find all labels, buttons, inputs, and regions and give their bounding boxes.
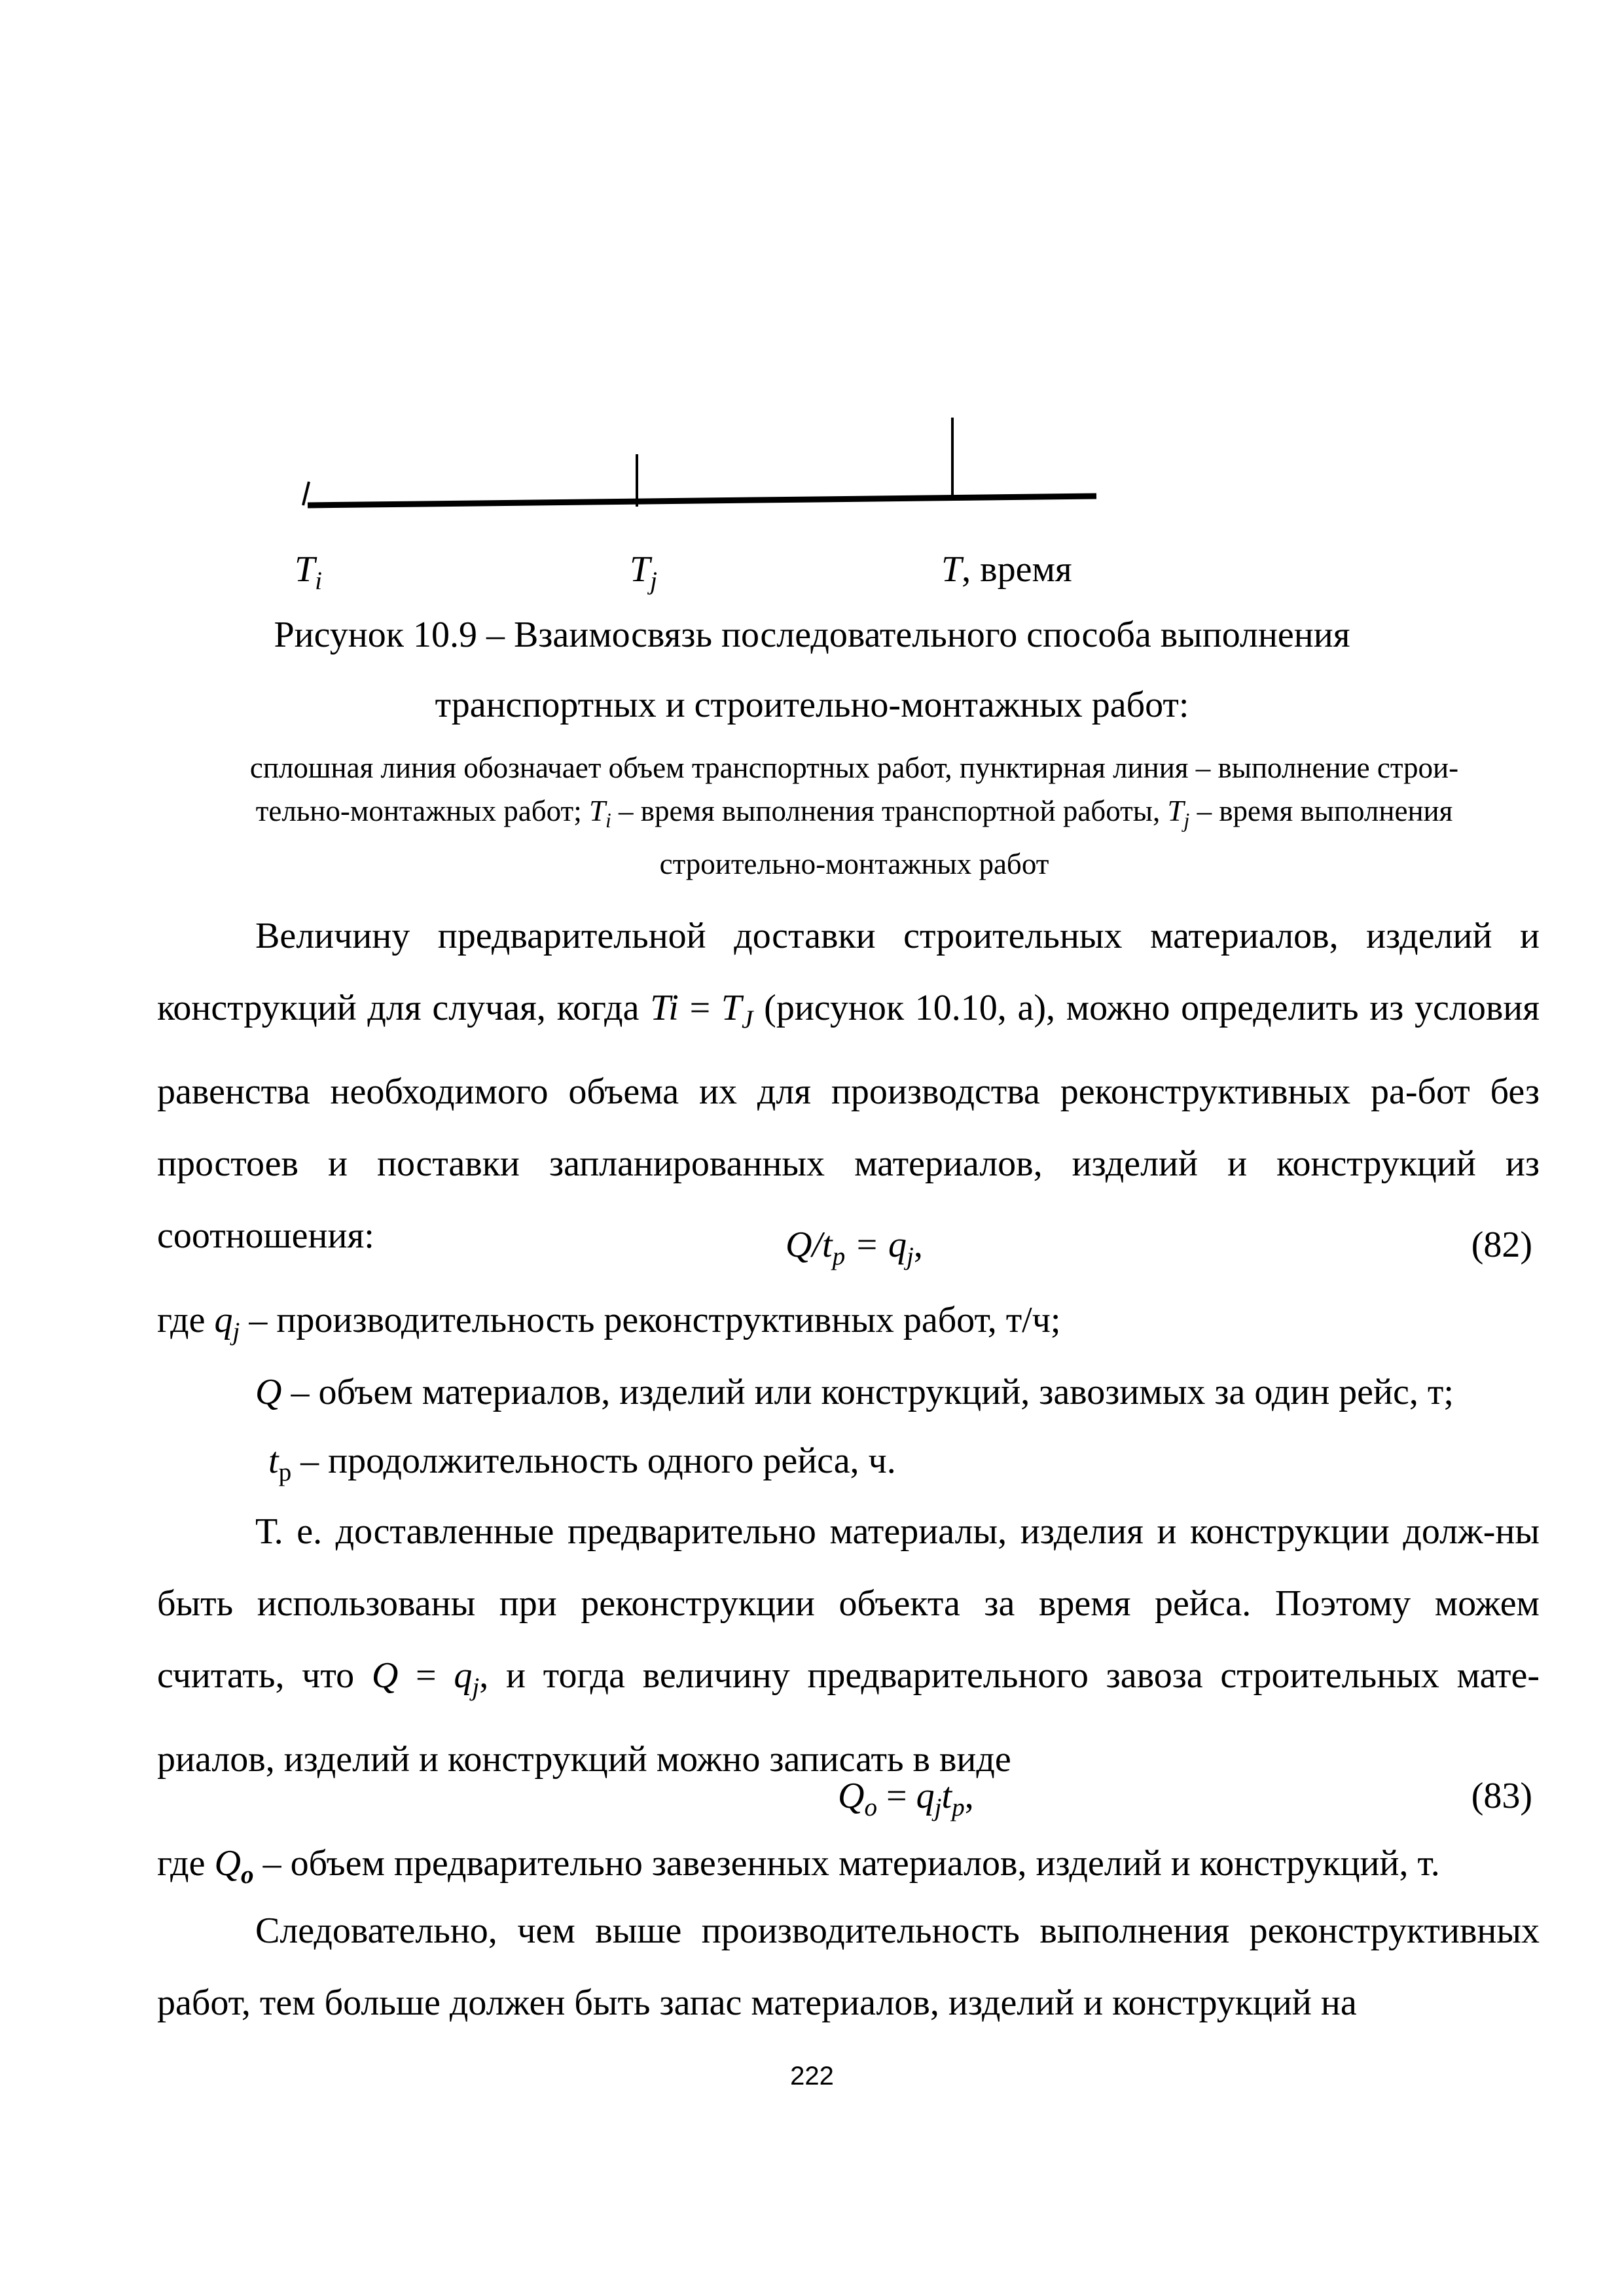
formula-82: $Q/t_p = q_j$, xyxy=(785,1225,923,1271)
definition-tp: $t_р$ – продолжительность одного рейса, ч. xyxy=(268,1441,896,1487)
timeline-axis xyxy=(308,496,1096,505)
formula-82-number: (82) xyxy=(1471,1225,1532,1265)
legend-line2: тельно-монтажных работ; $T_i$ – время выполнения транспортной работы, $T_j$ – время выполнения xyxy=(255,795,1453,832)
legend-line1: сплошная линия обозначает объем транспортных работ, пунктирная линия – выполнение строи- xyxy=(249,751,1459,784)
figure-caption-line1: Рисунок 10.9 – Взаимосвязь последовательного способа выполнения xyxy=(274,615,1350,655)
axis-start-tick xyxy=(303,482,309,505)
axis-label-time: T, время xyxy=(941,549,1072,590)
figure-caption-line2: транспортных и строительно-монтажных работ: xyxy=(435,685,1189,725)
paragraph-1: Величину предварительной доставки строительных материалов, изделий и конструкций для случая, когда $Ti = T_J$ (рисунок 10.10, а), можно определить из условия равенства необходимого объема их для производства реконструктивных ра-бот без простоев и поставки запланированных материалов, изделий и конструкций из соотношения: xyxy=(157,916,1540,1257)
page-number: 222 xyxy=(790,2062,834,2090)
legend-line3: строительно-монтажных работ xyxy=(659,848,1049,880)
definition-q: Q – объем материалов, изделий или конструкций, завозимых за один рейс, т; xyxy=(255,1372,1454,1412)
figure-legend xyxy=(170,746,1538,886)
definition-qo: где $Q_o$ – объем предварительно завезенных материалов, изделий и конструкций, т. xyxy=(157,1843,1440,1890)
paragraph-3: Следовательно, чем выше производительность выполнения реконструктивных работ, тем больше должен быть запас материалов, изделий и конструкций на xyxy=(157,1910,1540,2023)
axis-label-tj: $T_j$ xyxy=(630,549,658,596)
axis-label-ti: $T_i$ xyxy=(295,549,323,596)
formula-83-number: (83) xyxy=(1471,1776,1532,1816)
definition-qj: где $q_j$ – производительность реконструктивных работ, т/ч; xyxy=(157,1300,1061,1346)
paragraph-2: Т. е. доставленные предварительно материалы, изделия и конструкции долж-ны быть использованы при реконструкции объекта за время рейса. Поэтому можем считать, что $Q = q_j$, и тогда величину предварительного завоза строительных мате-риалов, изделий и конструкций можно записать в виде xyxy=(157,1511,1540,1780)
timeline-diagram xyxy=(0,0,1624,589)
formula-83: $Q_o = q_jt_p$, xyxy=(838,1776,974,1822)
